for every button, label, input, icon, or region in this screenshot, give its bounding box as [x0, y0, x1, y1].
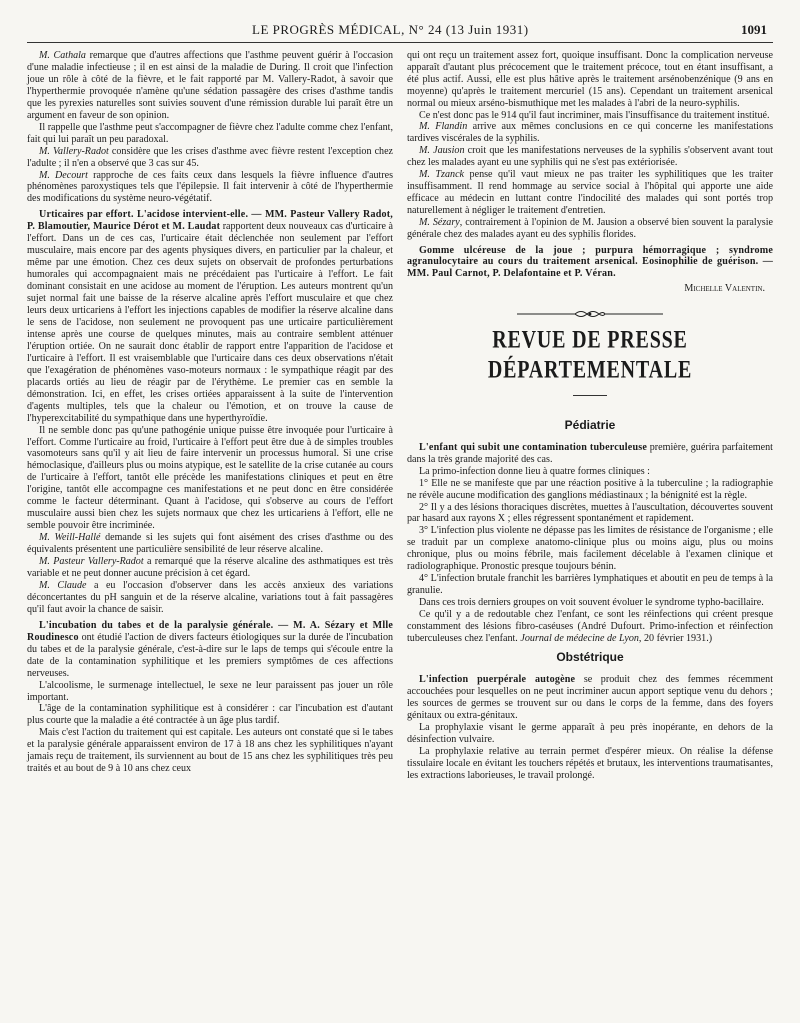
paragraph-text: L'âge de la contamination syphilitique est à considérer : car l'incubation est d'autant plus courte que la maladie a été contractée à un âge plus tardif.	[27, 703, 393, 727]
paragraph-reinfection	[407, 609, 773, 645]
paragraph-sezary	[407, 217, 773, 241]
paragraph-text: L'alcoolisme, le surmenage intellectuel, le sexe ne leur paraissent pas jouer un rôle important.	[27, 679, 393, 703]
paragraph-age	[27, 703, 393, 727]
paragraph-jausion	[407, 145, 773, 169]
paragraph-weill-halle	[27, 532, 393, 556]
paragraph-text: considère que les crises d'asthme avec fièvre restent l'exception chez l'adulte ; il n'en a observé que 3 cas sur 45.	[27, 145, 394, 169]
paragraph-text: rapportent deux nouveaux cas d'urticaire à l'effort. Dans un de ces cas, l'urticaire était déclenchée non seulement par l'effort musculaire, mais encore par des agents physiques divers, en particulier par la chaleur, et même par une émotion. Chez ces deux sujets on observait de profondes perturbations humorales qui accompagnaient mais ne précédaient pas l'urticaire à l'effort. Le fait dominant consistait en une acidose au moment de l'éruption. Les auteurs montrent qu'un sujet normal fait une baisse de la réserve alcaline après l'effort musculaire et que chez leurs deux urticariens à l'effort les injections capables de modifier la réserve alcaline dans le sens de l'acidose, non seulement ne provoquent pas une urticaire particulièrement intense après une course de quelques minutes, mais au contraire semblent atténuer l'éruption ortiée. On ne saurait donc établir de rapport entre l'apparition de l'acidose et l'urticaire à l'effort. Il est vraisemblable que l'urticaire dans ces deux observations n'était que l'exagération de phénomènes vaso-moteurs normaux : le sympathique réagit par des placards ortiés au lieu de réagir par de l'érythème. Le premier cas en semble la démonstration. Ici, en effet, les crises ortiées apparaissent à la suite de l'intervention d'agents multiples, tels que la chaleur ou l'émotion, et on trouve la cause de l'hyperexcitabilité du sympathique dans une hyperthyroïdie.	[27, 221, 393, 424]
paragraph-text: Il rappelle que l'asthme peut s'accompagner de fièvre chez l'adulte comme chez l'enfant, fait qui lui paraît un peu paradoxal.	[27, 121, 393, 145]
section-gomme	[407, 245, 773, 281]
lead-title-infection: L'infection puerpérale autogène	[419, 674, 576, 686]
section-incubation	[27, 620, 393, 680]
paragraph-text: 3° L'infection plus violente ne dépasse pas les limites de résistance de l'organisme ; elle se traduit par un complexe anatomo-clinique plus ou moins aigu, plus ou moins chronique, plus ou moins fébrile, mais facilement décelable à l'examen clinique et radiolographique. Pronostic presque toujours bénin.	[407, 525, 773, 573]
paragraph-text: se produit chez des femmes récemment accouchées pour lesquelles on ne peut incriminer aucun apport septique venu du dehors ; les sources de germes se trouvent sur ou dans le corps de la femme, dans des foyers génitaux ou extra-génitaux.	[407, 674, 774, 722]
paragraph-text: a eu l'occasion d'observer dans les accès anxieux des variations déconcertantes du pH sanguin et de la réserve alcaline, variations tout à fait passagères qu'il faut avoir la chance de saisir.	[27, 579, 393, 615]
paragraph-text: qui ont reçu un traitement assez fort, quoique insuffisant. Donc la complication nerveuse apparaît d'autant plus précocement que le traitement précoce, tout en étant insuffisant, a été plus actif. Aussi, elle est plus hâtive après le traitement arsénobenzénique (9 ans en moyenne) qu'après le traitement mercuriel (15 ans). Cependant un traitement arsenical normal ou mieux arséno-bismuthique met les malades à l'abri de la neuro-syphilis.	[407, 50, 773, 109]
paragraph-alcoolisme	[27, 680, 393, 704]
paragraph-forme-2	[407, 502, 773, 526]
two-column-body	[27, 50, 773, 782]
running-head	[27, 22, 773, 38]
page-number: 1091	[741, 22, 767, 37]
paragraph-tzanck	[407, 169, 773, 217]
right-column	[407, 50, 773, 782]
section-urticaires	[27, 209, 393, 424]
speaker-name: M. Weill-Hallé	[39, 532, 101, 544]
paragraph-text: rapproche de ces faits ceux dans lesquels la fièvre influence d'autres phénomènes paroxystiques tels que l'épilepsie. Il fait intervenir à côté de l'hyperthermie des modifications du système neuro-végétatif.	[27, 169, 393, 205]
paragraph-decourt	[27, 170, 393, 206]
paragraph-text: pense qu'il vaut mieux ne pas traiter les syphilitiques que les traiter insuffisamment. Il rend hommage au service social à l'hôpital qui apporte une aide efficace au médecin en luttant contre l'indocilité des malades qui sont portés trop naturellement à négliger le traitement d'entretien.	[407, 169, 773, 216]
paragraph-text: La prophylaxie relative au terrain permet d'espérer mieux. On réalise la défense tissulaire locale en évitant les touchers répétés et brutaux, les interventions traumatisantes, les extractions laborieuses, le travail prolongé.	[407, 745, 773, 781]
journal-title: LE PROGRÈS MÉDICAL, N° 24 (13 Juin 1931)	[252, 22, 529, 37]
speaker-name: M. Sézary	[419, 216, 460, 228]
paragraph-text: arrive aux mêmes conclusions en ce qui concerne les manifestations tardives viscérales de la syphilis.	[407, 121, 773, 145]
paragraph-prophylaxie-terrain	[407, 746, 773, 782]
ornament-rule-icon	[515, 309, 665, 319]
paragraph-text: La primo-infection donne lieu à quatre formes cliniques :	[419, 465, 650, 477]
heading-rule	[573, 395, 607, 396]
paragraph-prophylaxie-germe	[407, 722, 773, 746]
paragraph-text: Dans ces trois derniers groupes on voit souvent évoluer le syndrome typho-bacillaire.	[419, 596, 764, 608]
paragraph-text: Mais c'est l'action du traitement qui est capitale. Les auteurs ont constaté que si le tabes et la paralysie générale apparaissent environ de 17 à 18 ans chez les syphilitiques n'ayant jamais reçu de traitement, ils surviennent au bout de 15 ans chez les syphilitiques très peu traités et au bout de 9 à 10 ans chez ceux	[27, 727, 393, 775]
paragraph-continuation	[407, 50, 773, 110]
speaker-name: M. Vallery-Radot	[39, 145, 109, 157]
speaker-name: M. Cathala	[39, 50, 86, 61]
speaker-name: M. Jausion	[419, 145, 465, 157]
paragraph-pathogenie	[27, 425, 393, 533]
paragraph-text: 2° Il y a des lésions thoraciques discrètes, muettes à l'auscultation, découvertes souvent par hasard aux rayons X ; elles régressent spontanément et rapidement.	[407, 501, 773, 525]
speaker-name: M. Tzanck	[419, 169, 465, 181]
paragraph-text: a remarqué que la réserve alcaline des asthmatiques est très variable et ne peut donner aucune précision à cet égard.	[27, 556, 393, 579]
left-column	[27, 50, 393, 775]
paragraph-forme-3	[407, 525, 773, 573]
section-title-incubation: L'incubation du tabes et de la paralysie générale. — M. A. Sézary et Mlle Roudinesco	[27, 619, 393, 643]
paragraph-text: , contrairement à l'opinion de M. Jausion a observé bien souvent la paralysie générale chez des malades ayant eu des syphilis florides.	[407, 216, 773, 240]
speaker-name: M. Pasteur Vallery-Radot	[39, 556, 144, 568]
paragraph-pasteur-vallery-radot	[27, 556, 393, 580]
section-title-gomme: Gomme ulcéreuse de la joue ; purpura hémorragique ; syndrome agranulocytaire au cours du traitement arsenical. Eosinophilie de guérison. — MM. Paul Carnot, P. Delafontaine et P. Véran.	[407, 244, 773, 280]
section-title-urticaires: Urticaires par effort. L'acidose intervient-elle. — MM. Pasteur Vallery Radot, P. Blamoutier, Maurice Dérot et M. Laudat	[27, 209, 393, 233]
paragraph-text: remarque que d'autres affections que l'asthme peuvent guérir à l'occasion d'une maladie infectieuse ; il en est ainsi de la maladie de During. Il croit que l'infection joue un rôle à côté de la fièvre, et le fait rapporté par M. Vallery-Radot, à savoir que l'hyperthermie provoquée n'amène qu'une sédation passagère des crises d'asthme tandis que les pyrexies naturelles sont suivies souvent d'une rémission durable lui paraît être un argument en faveur de son opinion.	[27, 50, 394, 121]
paragraph-text: ont étudié l'action de divers facteurs étiologiques sur la durée de l'incubation du tabes et de la paralysie générale, c'est-à-dire sur le laps de temps qui s'écoule entre la date de la contamination syphilitique et les premiers symptômes de ces affections nerveuses.	[27, 631, 393, 679]
source-date: , 20 février 1931.)	[638, 632, 713, 644]
author-signature: Michelle Valentin.	[684, 283, 765, 295]
paragraph-text: première, guérira parfaitement dans la très grande majorité des cas.	[407, 442, 773, 465]
paragraph-traitement	[27, 727, 393, 775]
subheading-pediatrie: Pédiatrie	[564, 418, 616, 433]
paragraph-text: 4° L'infection brutale franchit les barrières lymphatiques et aboutit en peu de temps à la granulie.	[407, 573, 773, 596]
paragraph-text: La prophylaxie visant le germe apparaît à peu près inopérante, en dehors de la désinfection vulvaire.	[407, 721, 773, 745]
paragraph-vallery-radot	[27, 146, 393, 170]
paragraph-typho	[407, 597, 773, 609]
paragraph-forme-1	[407, 478, 773, 502]
paragraph-primo	[407, 466, 773, 478]
paragraph-fievre	[27, 122, 393, 146]
paragraph-forme-4	[407, 573, 773, 597]
header-rule	[27, 42, 773, 43]
paragraph-puerperale	[407, 674, 773, 722]
paragraph-914	[407, 110, 773, 122]
source-journal: Journal de médecine de Lyon	[520, 632, 639, 644]
paragraph-text: Ce qu'il y a de redoutable chez l'enfant, ce sont les réinfections qui créent presque constamment des lésions fibro-caséuses (André Dufourt. Primo-infection et réinfection tuberculeuses chez l'enfant.	[407, 608, 773, 644]
paragraph-text: croit que les manifestations nerveuses de la syphilis s'observent avant tout chez les malades ayant eu une syphilis qui ne s'est pas extériorisée.	[407, 145, 773, 169]
paragraph-text: Ce n'est donc pas le 914 qu'il faut incriminer, mais l'insuffisance du traitement institué.	[419, 109, 770, 121]
speaker-name: M. Decourt	[39, 169, 88, 181]
subheading-obstetrique: Obstétrique	[556, 650, 624, 665]
paragraph-cathala	[27, 50, 393, 122]
paragraph-text: Il ne semble donc pas qu'une pathogénie unique puisse être invoquée pour l'urticaire à l'effort. Comme l'urticaire au froid, l'urticaire à l'effort peut être due à de simples troubles vasomoteurs sans qu'il y ait lieu de faire intervenir un processus humoral. Si une crise hémoclasique, d'ailleurs plus ou moins atypique, est le satellite de la crise cutanée au cours de l'urticaire à l'effort, tantôt elle précède les manifestations cliniques et peut en être l'origine, tantôt elle accompagne ces manifestations et ne peut donc en être considérée comme le facteur déterminant. Quant à l'acidose, qui s'observe au cours de l'effort musculaire aussi bien chez les sujets normaux que chez les urticariens à l'effort, elle ne semble pouvoir être incriminée.	[27, 424, 393, 532]
paragraph-flandin	[407, 121, 773, 145]
paragraph-claude	[27, 580, 393, 616]
paragraph-enfant	[407, 442, 773, 466]
lead-title-enfant: L'enfant qui subit une contamination tuberculeuse	[419, 442, 648, 454]
paragraph-text: demande si les sujets qui font aisément des crises d'asthme ou des équivalents présentent une particulière sensibilité de leur réserve alcaline.	[27, 532, 393, 556]
section-heading-revue: REVUE DE PRESSE DÉPARTEMENTALE	[487, 326, 693, 384]
ornament-divider	[407, 309, 773, 319]
paragraph-text: 1° Elle ne se manifeste que par une réaction positive à la tuberculine ; la radiographie ne révèle aucune modification des ganglions médiastinaux ; la bénignité est la règle.	[407, 477, 773, 501]
speaker-name: M. Flandin	[419, 121, 468, 133]
speaker-name: M. Claude	[39, 579, 87, 591]
